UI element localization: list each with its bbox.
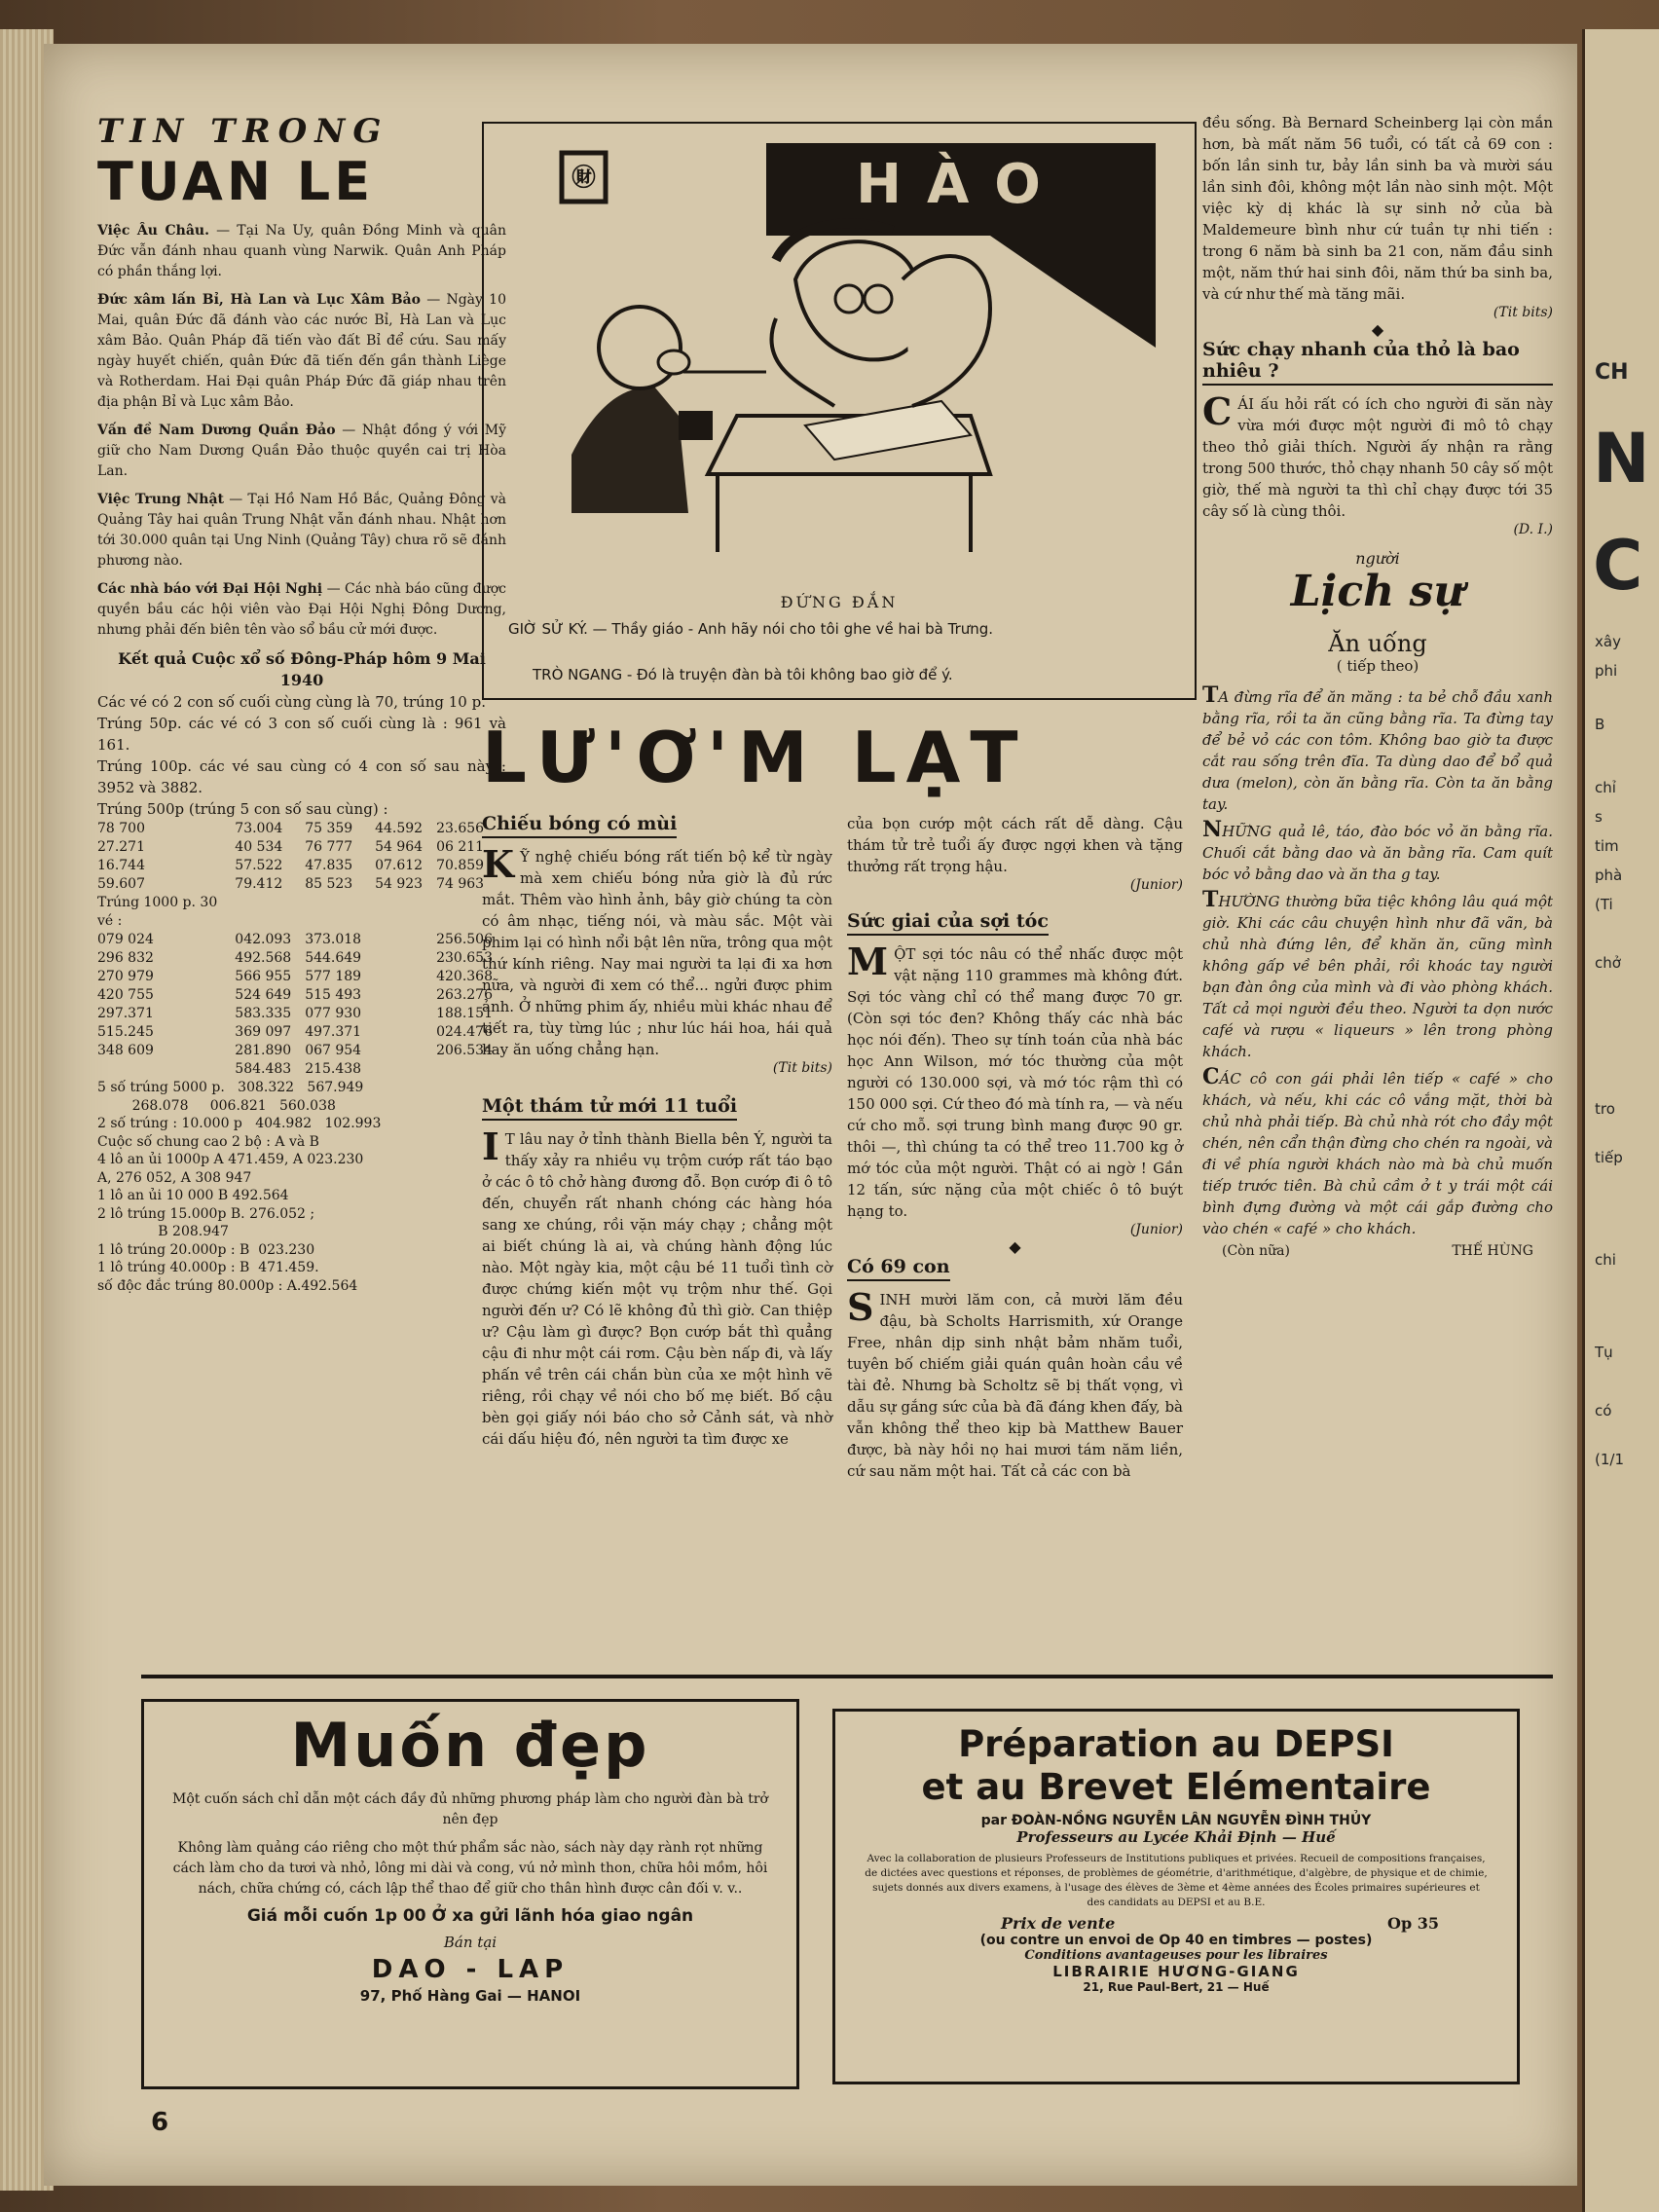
ad-depsi (832, 1709, 1520, 2084)
lottery-row (97, 931, 506, 949)
lottery-row (97, 1060, 506, 1079)
news-item (97, 290, 506, 413)
ad-conditions: Conditions avantageuses pour les libraires (1024, 1948, 1328, 1963)
news-item-head: Vấn đề Nam Dương Quần Đảo (97, 423, 336, 438)
lottery-number (375, 1005, 436, 1023)
lottery-footer-line: B 208.947 (97, 1224, 229, 1239)
article-body (1202, 684, 1553, 1239)
author-name: THẾ HÙNG (1452, 1243, 1533, 1259)
cartoon-banner-text: HÀO (856, 153, 1066, 216)
lottery-title: Kết quả Cuộc xổ số Đông-Pháp hôm 9 Mai 1940 (118, 649, 486, 689)
article-signature: (Tit bits) (1493, 305, 1553, 320)
article-body (847, 1285, 1183, 1482)
lottery-number: 59.607 (97, 876, 145, 892)
article-text: HƯỜNG thường bữa tiệc không lâu quá một giờ. Khi các câu chuyện hình như đã vãn, bà chủ nhà đứng lên, để khăn ăn, cũng mình không gấp về bên phải, rồi khoác tay người bạn đàn ông của mình và đi vào phòng khách. Tất cả mọi người đều theo. Người ta dọn nước café và rượu « liqueurs » lên trong phòng khách. (1202, 893, 1553, 1060)
news-item (97, 221, 506, 282)
lottery-number: 566 955 (235, 969, 292, 984)
lottery-number (375, 949, 436, 968)
page-number: 6 (151, 2108, 169, 2137)
lottery-number: 492.568 (235, 950, 292, 966)
lottery-number: 079 024 (97, 932, 154, 947)
drop-cap: C (1202, 389, 1233, 433)
article-title: Sức giai của sợi tóc (847, 910, 1049, 936)
drop-cap: M (847, 940, 889, 983)
lottery-row (97, 1005, 506, 1023)
lottery-number (375, 986, 436, 1005)
article-body (847, 940, 1183, 1222)
diamond-separator: ◆ (1371, 320, 1384, 339)
facing-text: B (1595, 716, 1605, 733)
lottery-row (97, 875, 506, 894)
ad-muon-dep (141, 1699, 799, 2089)
lottery-number: 16.744 (97, 858, 145, 873)
article-title: Chiếu bóng có mùi (482, 813, 677, 838)
lottery-number (375, 1060, 436, 1079)
section-title: LƯ'Ơ'M LẠT (482, 717, 1028, 798)
ad-title: Préparation au DEPSI (958, 1723, 1394, 1765)
lottery-line: Trúng 50p. các vé có 3 con số cuối cùng là : 961 và 161. (97, 715, 506, 754)
lottery-number (375, 968, 436, 986)
lottery-number: 47.835 (305, 858, 353, 873)
lottery-number: 024.476 (436, 1024, 493, 1040)
facing-text: C (1593, 526, 1643, 606)
article-paragraph (1202, 1066, 1553, 1239)
ad-body: Không làm quảng cáo riêng cho một thứ phẩm sắc nào, sách này dạy rành rọt những cách làm cho da tươi và nhỏ, lông mi dài và cong, vú nở mình thon, chữa hôi mồm, hôi nách, chữa chứng có, cách lập thể thao để giữ cho thân hình được cân đối v. v.. (172, 1840, 768, 1897)
lottery-number (375, 1023, 436, 1042)
center-right-column (847, 813, 1183, 1482)
student-nose (658, 350, 689, 374)
ad-shop: DAO - LAP (371, 1955, 570, 1984)
inkpot (679, 411, 713, 440)
ad-address: 21, Rue Paul-Bert, 21 — Huế (1083, 1980, 1270, 1994)
lottery-footer-line: 2 số trúng : 10.000 p 404.982 102.993 (97, 1116, 382, 1131)
lottery-number: 497.371 (305, 1024, 362, 1040)
drop-cap: I (482, 1124, 499, 1168)
cartoon-title: ĐỨNG ĐẮN (780, 593, 899, 611)
lottery-number: 296 832 (97, 950, 154, 966)
lottery-row (97, 894, 506, 931)
lottery-number (375, 1042, 436, 1060)
news-item (97, 490, 506, 571)
lottery-line: Trúng 100p. các vé sau cùng có 4 con số sau này : 3952 và 3882. (97, 757, 506, 796)
article-text: Ỹ nghệ chiếu bóng rất tiến bộ kể từ ngày mà xem chiếu bóng nửa giờ là đủ rức mắt. Thêm vào hình ảnh, bây giờ chúng ta còn có âm nhạc, tiếng nói, và màu sắc. Một vài phim lại có hình nổi bật lên nữa, trông qua một thứ kính riêng. Nay mai người ta lại đi xa hơn nữa, và người đi xem có thể... ngửi được phim ảnh. Ở những phim ấy, nhiều mùi khác nhau để tiết ra, tùy từng lúc ; như lúc hái hoa, hái quả hay ăn uống chẳng hạn. (482, 848, 832, 1058)
article-body (1202, 389, 1553, 522)
facing-text: chở (1595, 954, 1621, 972)
article-title: Có 69 con (847, 1256, 950, 1281)
lottery-footer-line: số độc đắc trúng 80.000p : A.492.564 (97, 1277, 358, 1294)
news-item (97, 579, 506, 641)
facing-text: phi (1595, 662, 1618, 680)
article-text: T lâu nay ở tỉnh thành Biella bên Ý, người ta thấy xảy ra nhiều vụ trộm cướp rất táo bạo ở các ô tô chở hàng đương đỗ. Bọn cướp đi ô tô đến, chuyển rất nhanh chóng các hàng hóa sang xe chúng, rồi vặn máy chạy ; chẳng một ai biết chúng là ai, và chúng hành động lúc nào. Một ngày kia, một cậu bé 11 tuổi tình cờ được chứng kiến một vụ trộm như thế. Gọi người đến ư? Có lẽ không đủ thì giờ. Can thiệp ư? Cậu làm gì được? Bọn cướp bắt thì quẳng cậu đi như một cái rơm. Cậu bèn nấp đi, và lấy phấn về trên cái chắn bùn của xe một hình vẽ riêng, rồi chạy về nói cho bố mẹ biết. Bố cậu bèn gọi giấy nói báo cho sở Cảnh sát, và nhờ cái dấu hiệu đó, nên người ta tìm được xe (482, 1130, 832, 1448)
article-title: Một thám tử mới 11 tuổi (482, 1095, 737, 1121)
drop-cap: S (847, 1285, 874, 1329)
left-column (97, 112, 506, 1295)
lottery-number: 215.438 (305, 1061, 362, 1077)
cartoon-line: GIỜ SỬ KÝ. — Thầy giáo - Anh hãy nói cho tôi ghe về hai bà Trưng. (508, 620, 994, 638)
facing-text: chi (1595, 1251, 1616, 1269)
lottery-row (97, 968, 506, 986)
lottery-number: 256.506 (436, 932, 493, 947)
article-subtitle: ( tiếp theo) (1336, 657, 1419, 675)
lottery-number: 348 609 (97, 1043, 154, 1058)
student-body (571, 387, 688, 513)
article-paragraph (1202, 819, 1553, 885)
facing-text: tiếp (1595, 1149, 1623, 1166)
drop-cap: T (1202, 682, 1219, 708)
article-text: ỘT sợi tóc nâu có thể nhấc được một vật nặng 110 grammes mà không đứt. Sợi tóc vàng chỉ có thể mang được 70 gr. (Còn sợi tóc đen? Không thấy các nhà bác học nói đến). Theo sự tính toán của nhà bác học Ann Wilson, mớ tóc thường của một người có 130.000 sợi, và mớ tóc rậm thì có 150 000 sợi. Cứ theo đó mà tính ra, — và nếu cứ cho mỗ. sợi trung bình mang được 90 gr. thôi —, thì chúng ta có thể treo 11.700 kg ở mớ tóc của một người. Thật có ai ngờ ! Gần 12 tấn, sức nặng của một chiếc ô tô buýt hạng to. (847, 945, 1183, 1220)
lottery-number: 40 534 (235, 839, 283, 855)
news-item-text: — Ngày 10 Mai, quân Đức đã đánh vào các nước Bỉ, Hà Lan và Lục xâm Bảo. Quân Pháp đã tiến vào đất Bỉ để cứu. Sau mấy ngày huyết chiến, quân Đức đã tiến đến gần thành Liège và Rotherdam. Hai Đại quân Pháp Đức đã giáp nhau trên địa phận Bỉ và Lục xâm Bảo. (97, 292, 507, 410)
facing-text: chỉ (1595, 779, 1616, 796)
ad-address: 97, Phố Hàng Gai — HANOI (359, 1987, 581, 2005)
logo-big-text: Lịch sự (1290, 567, 1465, 616)
lottery-number: 75 359 (305, 821, 353, 836)
lottery-number-table (97, 820, 506, 1079)
logo-small-text: người (1355, 549, 1400, 568)
article-footer (1202, 1243, 1553, 1259)
ad-title: Muốn đẹp (290, 1710, 650, 1781)
facing-page-strip (1582, 29, 1659, 2212)
facing-text: CH (1595, 360, 1629, 385)
lottery-number: 067 954 (305, 1043, 362, 1058)
lottery-number: 76 777 (305, 839, 353, 855)
article-text: đều sống. Bà Bernard Scheinberg lại còn mắn hơn, bà mất năm 56 tuổi, có tất cả 69 con : bốn lần sinh tư, bảy lần sinh ba và mười sáu lần sinh đôi, không một lần nào sinh một. Một việc kỳ dị khác là sự sinh nở của bà Maldemeure bình như cứ tuần tự nhi tiến : trong 6 năm bà sinh ba 21 con, năm đầu sinh một, năm thứ hai sinh đôi, năm thứ ba sinh ba, và cứ như thế mà tăng mãi. (1202, 114, 1553, 303)
lich-su-logo (1202, 549, 1553, 616)
ad-intro: Một cuốn sách chỉ dẫn một cách đầy đủ những phương pháp làm cho người đàn bà trở nên đẹp (172, 1791, 768, 1827)
banner-shadow (990, 236, 1156, 348)
lottery-number: 077 930 (305, 1006, 362, 1021)
lottery-number: 263.276 (436, 987, 493, 1003)
lottery-number: 042.093 (235, 932, 292, 947)
lottery-number: 524 649 (235, 987, 292, 1003)
lottery-row (97, 986, 506, 1005)
news-item-text: — Tại Na Uy, quân Đồng Minh và quân Đức vẫn đánh nhau quanh vùng Narwik. Quân Anh Pháp có phần thắng lợi. (97, 223, 507, 279)
news-item-head: Việc Âu Châu. (97, 223, 209, 239)
lottery-line: Các vé có 2 con số cuối cùng cùng là 70, trúng 10 p. (97, 693, 486, 711)
article-paragraph (1202, 889, 1553, 1062)
lottery-row (97, 820, 506, 838)
lottery-number: 70.859 (436, 858, 485, 873)
ads-divider (141, 1675, 1553, 1678)
lottery-footer-line: 1 lô trúng 20.000p : B 023.230 (97, 1241, 315, 1258)
facing-text: N (1593, 419, 1650, 498)
article-title: Sức chạy nhanh của thỏ là bao nhiêu ? (1202, 339, 1553, 386)
lottery-number: 420 755 (97, 987, 154, 1003)
article-text: ÁI ấu hỏi rất có ích cho người đi săn này vừa mới được một người đi mô tô chạy theo thỏ giải thích. Người ấy nhận ra rằng trong 500 thước, thỏ chạy nhanh 50 cây số một giờ, thế mà người ta thì chỉ chạy được tới 35 cây số là cùng thôi. (1202, 395, 1553, 520)
lottery-row (97, 1023, 506, 1042)
news-item-text: — Các nhà báo cũng được quyền bầu các hội viên vào Đại Hội Nghị Đông Dương, nhưng phải đến biên tên vào sổ bầu cử mới được. (97, 581, 506, 638)
news-item-head: Đức xâm lấn Bỉ, Hà Lan và Lục Xâm Bảo (97, 292, 421, 308)
lottery-number: 577 189 (305, 969, 362, 984)
facing-text: (Ti (1595, 896, 1613, 913)
facing-text: s (1595, 808, 1603, 826)
lottery-number: 23.656 (436, 821, 485, 836)
facing-text: tro (1595, 1100, 1615, 1118)
article-text: ÁC cô con gái phải lên tiếp « café » cho khách, và nếu, khi các cô vắng mặt, thời bà chủ nhà phải tiếp. Bà chủ nhà rót cho đầy một chén, nên cẩn thận đừng cho chén ra ngoài, và đi về phía người khách nào mà bà chủ muốn tiếp trước tiên. Bà chủ cầm ở t y trái một cái bình đựng đường và một cái gắp đường cho vào chén « café » cho khách. (1202, 1070, 1553, 1237)
lottery-line: Trúng 500p (trúng 5 con số sau cùng) : (97, 800, 388, 818)
drop-cap: N (1202, 817, 1223, 842)
drop-cap: C (1202, 1064, 1220, 1089)
lottery-number: 73.004 (235, 821, 283, 836)
lottery-footer-line: 1 lô trúng 40.000p : B 471.459. (97, 1260, 319, 1275)
continued-note: (Còn nữa) (1222, 1243, 1290, 1259)
lottery-number (97, 1060, 235, 1079)
lottery-number: 44.592 (375, 821, 424, 836)
lottery-number: 57.522 (235, 858, 283, 873)
lottery-number: 373.018 (305, 932, 362, 947)
news-item-text: — Nhật đồng ý với Mỹ giữ cho Nam Dương Quần Đảo thuộc quyền cai trị Hòa Lan. (97, 423, 507, 479)
article-paragraph (1202, 684, 1553, 815)
lottery-number: 27.271 (97, 839, 145, 855)
ad-description: Avec la collaboration de plusieurs Professeurs de Institutions publiques et privées. Recueil de compositions françaises, de dictées avec questions et réponses, de problèmes de géométrie, d'arithmétique, d'algèbre, de physique et de chimie, sujets donnés aux divers examens, à l'usage des élèves de 3ème et 4ème années des Écoles primaires supérieures et des candidats au DEPSI et au B.E. (865, 1853, 1488, 1908)
lottery-number: 515 493 (305, 987, 362, 1003)
lottery-number: 78 700 (97, 821, 145, 836)
lottery-number: 515.245 (97, 1024, 154, 1040)
lottery-footer-line: 1 lô an ủi 10 000 B 492.564 (97, 1188, 289, 1203)
lottery-number: 85 523 (305, 876, 353, 892)
facing-text: có (1595, 1402, 1612, 1419)
lottery-row (97, 838, 506, 857)
lottery-footer-line: 4 lô an ủi 1000p A 471.459, A 023.230 (97, 1152, 364, 1167)
lottery-footer-line: 2 lô trúng 15.000p B. 276.052 ; (97, 1205, 315, 1222)
ad-price: Op 35 (1387, 1914, 1439, 1933)
lottery-number (375, 931, 436, 949)
lottery-number: 583.335 (235, 1006, 292, 1021)
facing-text: Tụ (1595, 1344, 1613, 1361)
lottery-number: 07.612 (375, 858, 424, 873)
cartoon-frame (482, 122, 1197, 700)
article-text: HỮNG quả lê, táo, đào bóc vỏ ăn bằng rĩa. Chuối cắt bằng dao và ăn bằng rĩa. Cam quít bóc vỏ bằng dao và ăn tha g tay. (1202, 823, 1553, 883)
facing-text: (1/1 (1595, 1451, 1624, 1468)
lottery-number: 230.653 (436, 950, 493, 966)
article-text: A đừng rĩa để ăn măng : ta bẻ chỗ đầu xanh bằng rĩa, rồi ta ăn cũng bằng rĩa. Ta đừng tay để bẻ vỏ các con tôm. Không bao giờ ta được cắt rau sống trên đĩa. Ta dùng dao để bổ quả dưa (melon), còn ăn bằng rĩa. Còn ta ăn bằng tay. (1202, 688, 1553, 813)
newspaper-page (44, 44, 1577, 2186)
news-item-head: Các nhà báo với Đại Hội Nghị (97, 581, 323, 597)
ad-shop: LIBRAIRIE HƯƠNG-GIANG (1052, 1963, 1300, 1980)
lottery-footer-line: Cuộc số chung cao 2 bộ : A và B (97, 1133, 319, 1150)
lottery-number: 369 097 (235, 1024, 292, 1040)
ad-price: Giá mỗi cuốn 1p 00 Ở xa gửi lãnh hóa giao ngân (246, 1906, 694, 1926)
lottery-number: 584.483 (235, 1061, 292, 1077)
lottery-number: 54 923 (375, 876, 424, 892)
news-item-text: — Tại Hồ Nam Hồ Bắc, Quảng Đông và Quảng Tây hai quân Trung Nhật vẫn đánh nhau. Nhật hơn tới 30.000 quân tại Ung Ninh (Quảng Tây) chưa rõ sẽ đánh phương nào. (97, 492, 506, 569)
lottery-footer-line: A, 276 052, A 308 947 (97, 1169, 252, 1186)
article-body (482, 1124, 832, 1450)
ad-price-row (835, 1910, 1517, 1933)
lottery-number: 420.368 (436, 969, 493, 984)
diamond-separator: ◆ (1009, 1237, 1021, 1256)
lottery-number: 544.649 (305, 950, 362, 966)
article-text: INH mười lăm con, cả mười lăm đều đậu, bà Scholts Harrismith, xứ Orange Free, nhân dịp sinh nhật bảm nhăm tuổi, tuyên bố chiếm giải quán quân hoàn cầu về tài đẻ. Nhưng bà Scholtz sẽ bị thất vọng, vì dẫu sự gắng sức của bà đã đáng khen đấy, bà vẫn không thể theo kịp bà Matthew Bauer được, bà này hồi nọ hai mươi tám năm liền, cứ sau năm một hai. Tất cả các con bà (847, 1291, 1183, 1480)
article-signature: (Junior) (1129, 1222, 1183, 1237)
news-item-head: Việc Trung Nhật (97, 492, 225, 507)
article-signature: (Tit bits) (772, 1060, 832, 1076)
column-title: TUAN LE (97, 151, 375, 212)
lottery-number: Trúng 1000 p. 30 vé : (97, 895, 218, 929)
facing-text: tim (1595, 837, 1619, 855)
facing-text: phà (1595, 866, 1623, 884)
lottery-number: 270 979 (97, 969, 154, 984)
lottery-footer-line: 5 số trúng 5000 p. 308.322 567.949 (97, 1080, 364, 1095)
lottery-number (235, 894, 305, 931)
ad-price-label: Prix de vente (1001, 1914, 1116, 1933)
tag-glyph: ㊖ (571, 163, 596, 191)
lottery-number: 74 963 (436, 876, 485, 892)
ad-profs: Professeurs au Lycée Khải Định — Huế (1016, 1828, 1336, 1846)
lottery-number: 297.371 (97, 1006, 154, 1021)
ad-authors: par ĐOÀN-NỒNG NGUYỄN LÂN NGUYỄN ĐÌNH THỦY (980, 1813, 1372, 1828)
lottery-footer (97, 1079, 506, 1295)
right-column (1202, 112, 1553, 1259)
drop-cap: K (482, 842, 515, 886)
news-item-list (97, 221, 506, 641)
news-item (97, 421, 506, 482)
student-head (599, 307, 681, 388)
drop-cap: T (1202, 887, 1219, 912)
lottery-row (97, 857, 506, 875)
lottery-number: 06 211 (436, 839, 485, 855)
facing-text: xây (1595, 633, 1621, 650)
lottery-number: 188.151 (436, 1006, 493, 1021)
ad-postage: (ou contre un envoi de Op 40 en timbres — postes) (979, 1933, 1373, 1948)
article-signature: (Junior) (1129, 877, 1183, 893)
ad-title: et au Brevet Elémentaire (921, 1766, 1431, 1808)
teacher-arm (903, 256, 990, 406)
lottery-number: 281.890 (235, 1043, 292, 1058)
lottery-results (97, 648, 506, 1295)
lottery-row (97, 949, 506, 968)
article-title: Ăn uống (1328, 630, 1427, 657)
lottery-number: 79.412 (235, 876, 283, 892)
lottery-number (305, 894, 375, 931)
ad-sold-at: Bán tại (443, 1934, 498, 1951)
article-body (482, 842, 832, 1060)
article-signature: (D. I.) (1513, 522, 1553, 537)
center-left-column (482, 813, 832, 1450)
column-kicker: TIN TRONG (97, 112, 389, 151)
lottery-number: 54 964 (375, 839, 424, 855)
article-text: của bọn cướp một cách rất dễ dàng. Cậu thám tử trẻ tuổi ấy được ngợi khen và tặng thưởng rất trọng hậu. (847, 815, 1183, 875)
lottery-footer-line: 268.078 006.821 560.038 (97, 1097, 336, 1114)
lottery-row (97, 1042, 506, 1060)
cartoon-line: TRÒ NGANG - Đó là truyện đàn bà tôi không bao giờ để ý. (533, 666, 953, 683)
lottery-number: 206.534 (436, 1043, 493, 1058)
lottery-number (375, 894, 436, 931)
